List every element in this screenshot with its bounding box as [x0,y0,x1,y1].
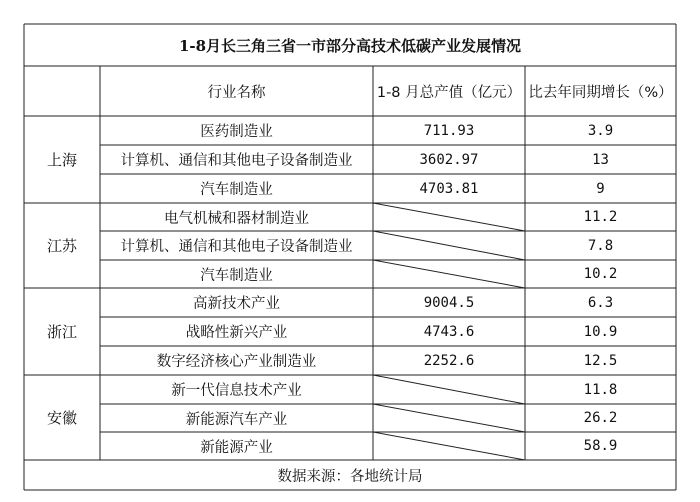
output-value-cell: 711.93 [423,122,475,139]
industry-name-cell: 汽车制造业 [200,267,273,284]
industry-name-cell: 电气机械和器材制造业 [164,210,309,227]
growth-value-cell: 11.8 [583,381,618,398]
data-source-note: 数据来源：各地统计局 [277,468,423,485]
output-value-cell [373,231,525,260]
industry-name-cell: 高新技术产业 [193,296,280,312]
industry-name-cell: 计算机、通信和其他电子设备制造业 [120,153,353,169]
industry-name-cell: 战略性新兴产业 [185,325,288,341]
industry-name-cell: 新一代信息技术产业 [171,383,302,399]
output-value-cell [373,404,525,432]
industry-name-cell: 新能源产业 [200,439,273,456]
industry-name-cell: 医药制造业 [200,124,273,140]
growth-value-cell: 58.9 [583,438,618,454]
industry-name-cell: 汽车制造业 [200,182,273,198]
region-name: 上海 [46,151,77,169]
growth-value-cell: 26.2 [583,410,618,426]
output-value-cell: 4743.6 [423,323,475,340]
region-name: 安徽 [46,409,77,427]
industry-name-cell: 计算机、通信和其他电子设备制造业 [120,239,353,255]
growth-value-cell: 7.8 [587,237,614,254]
output-value-cell [373,375,525,404]
growth-value-cell: 10.9 [583,323,618,340]
growth-value-cell: 10.2 [583,266,618,282]
growth-value-cell: 11.2 [583,209,618,225]
industry-name-cell: 数字经济核心产业制造业 [156,354,317,370]
output-value-cell: 2252.6 [423,352,475,369]
output-value-cell: 9004.5 [423,294,475,311]
industry-name-cell: 新能源汽车产业 [185,411,288,428]
region-name: 浙江 [46,323,77,341]
growth-value-cell: 13 [592,151,609,168]
growth-value-cell: 12.5 [583,352,618,369]
output-value-cell [373,203,525,231]
header-output: 1-8 月总产值（亿元） [376,84,522,101]
header-industry-name: 行业名称 [207,84,266,101]
growth-value-cell: 6.3 [587,294,614,311]
table-title: 1-8月长三角三省一市部分高技术低碳产业发展情况 [178,36,522,55]
output-value-cell: 3602.97 [419,151,479,168]
growth-value-cell: 3.9 [587,122,614,139]
growth-value-cell: 9 [596,180,605,197]
header-growth: 比去年同期增长（%） [528,84,673,101]
region-name: 江苏 [46,237,77,255]
output-value-cell: 4703.81 [419,180,479,197]
output-value-cell [373,260,525,288]
output-value-cell [373,432,525,460]
